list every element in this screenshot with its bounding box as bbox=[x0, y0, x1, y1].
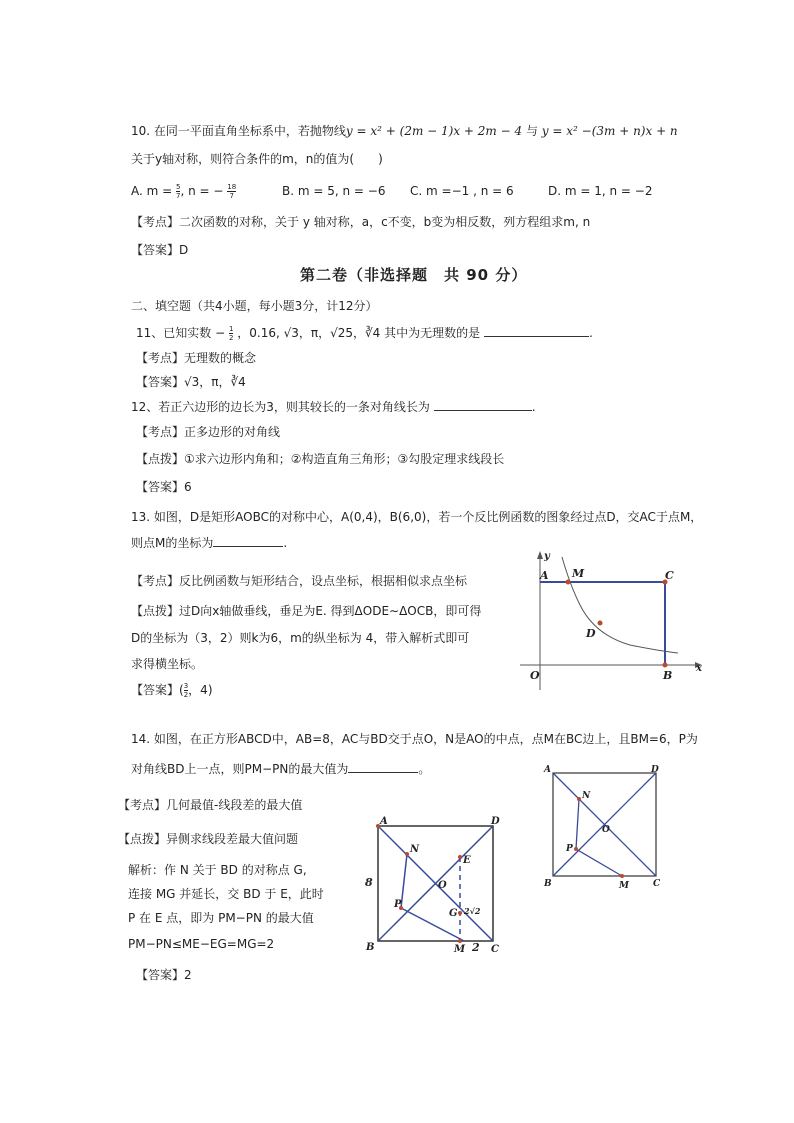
q13-kaodian: 【考点】反比例函数与矩形结合，设点坐标，根据相似求点坐标 bbox=[131, 574, 468, 588]
label-m: M bbox=[572, 567, 585, 580]
q13-figure bbox=[510, 545, 710, 695]
label-length-2root2: 2√2 bbox=[464, 906, 481, 916]
label-c-small: C bbox=[653, 879, 661, 889]
label-o: O bbox=[530, 669, 540, 682]
q13-line2 bbox=[131, 534, 287, 551]
q12-text: 12、若正六边形的边长为3，则其较长的一条对角线长为 bbox=[131, 400, 430, 414]
label-o: O bbox=[438, 880, 447, 891]
label-n: N bbox=[410, 844, 420, 855]
q11-answer: 【答案】√3，π，∛4 bbox=[136, 375, 246, 389]
q13-line2-text: 则点M的坐标为 bbox=[131, 536, 214, 550]
point-n bbox=[405, 852, 409, 856]
label-c: C bbox=[491, 944, 499, 955]
label-o-small: O bbox=[602, 825, 610, 835]
q12-question bbox=[131, 398, 536, 415]
label-b: B bbox=[663, 669, 673, 682]
q14-blank[interactable] bbox=[348, 760, 418, 773]
point-p-small bbox=[574, 847, 578, 851]
label-b: B bbox=[366, 942, 375, 953]
q10-option-c: C. m =−1 , n = 6 bbox=[410, 184, 514, 198]
q10-parabola2: y = x² −(3m + n)x + n bbox=[541, 124, 678, 138]
q10-kaodian: 【考点】二次函数的对称，关于 y 轴对称，a，c不变，b变为相反数，列方程组求m, n bbox=[131, 215, 591, 229]
q14-line2 bbox=[131, 760, 430, 777]
q12-answer: 【答案】6 bbox=[136, 480, 192, 494]
q14-line2-end: 。 bbox=[418, 762, 431, 776]
q10-option-a bbox=[131, 183, 236, 200]
label-a-small: A bbox=[544, 765, 551, 775]
q13-dianbo3: 求得横坐标。 bbox=[131, 657, 204, 671]
path-npm-small bbox=[576, 799, 622, 876]
point-m bbox=[458, 939, 462, 943]
q11-rest: ，0.16, √3，π，√25，∛4 其中为无理数的是 bbox=[237, 326, 481, 340]
point-m-small bbox=[620, 874, 624, 878]
q12-dianbo: 【点拨】①求六边形内角和；②构造直角三角形；③勾股定理求线段长 bbox=[136, 452, 505, 466]
point-e bbox=[458, 855, 462, 859]
q13-answer: 【答案】( $\frac{3}{2}$ ，4) bbox=[131, 682, 213, 699]
path-npm bbox=[401, 854, 464, 941]
q10-option-b: B. m = 5, n = −6 bbox=[282, 184, 386, 198]
q10-answer: 【答案】D bbox=[131, 243, 189, 257]
label-length-2: 2 bbox=[472, 941, 480, 954]
q14-jiexi1: 解析：作 N 关于 BD 的对称点 G, bbox=[128, 863, 307, 877]
q14-kaodian: 【考点】几何最值-线段差的最大值 bbox=[118, 798, 303, 812]
label-p: P bbox=[394, 899, 402, 910]
label-n-small: N bbox=[582, 791, 591, 801]
point-b bbox=[663, 663, 668, 668]
label-m: M bbox=[454, 944, 466, 955]
point-d bbox=[598, 621, 603, 626]
q11-question bbox=[136, 324, 593, 342]
q12-kaodian: 【考点】正多边形的对角线 bbox=[136, 425, 281, 439]
q13-dianbo2: D的坐标为（3，2）则k为6，m的纵坐标为 4，带入解析式即可 bbox=[131, 631, 470, 645]
y-axis-arrow-icon bbox=[537, 551, 543, 559]
q11-frac bbox=[229, 325, 233, 342]
q12-blank[interactable] bbox=[434, 398, 532, 411]
q14-figure-small bbox=[540, 762, 670, 892]
q14-jiexi2: 连接 MG 并延长，交 BD 于 E，此时 bbox=[128, 887, 324, 901]
q14-line2-text: 对角线BD上一点，则PM−PN的最大值为 bbox=[131, 762, 349, 776]
q14-line1: 14. 如图，在正方形ABCD中，AB=8，AC与BD交于点O，N是AO的中点，点M在BC边上，且BM=6，P为 bbox=[131, 732, 698, 746]
point-m bbox=[566, 580, 571, 585]
label-x: x bbox=[696, 663, 702, 674]
q10-parabola1: y = x² + (2m − 1)x + 2m − 4 bbox=[345, 124, 523, 138]
q10-opt-a-mid: , n = − bbox=[180, 184, 224, 198]
q13-dianbo1: 【点拨】过D向x轴做垂线，垂足为E. 得到ΔODE∼ΔOCB，即可得 bbox=[131, 604, 482, 618]
label-g: G bbox=[449, 908, 458, 919]
part2-title: 第二卷（非选择题 共 90 分） bbox=[300, 266, 528, 284]
label-a: A bbox=[540, 569, 549, 582]
q13-answer-prefix: 【答案】 bbox=[131, 683, 180, 697]
q11-prefix: 11、已知实数 − bbox=[136, 326, 226, 340]
label-e: E bbox=[463, 855, 471, 866]
q14-jiexi4: PM−PN≤ME−EG=MG=2 bbox=[128, 937, 275, 951]
label-d: D bbox=[586, 627, 596, 640]
q14-dianbo: 【点拨】异侧求线段差最大值问题 bbox=[118, 832, 299, 846]
q10-opt-a-n-frac bbox=[227, 183, 236, 200]
q14-jiexi3: P 在 E 点，即为 PM−PN 的最大值 bbox=[128, 911, 314, 925]
label-m-small: M bbox=[619, 881, 629, 891]
frac-den: 2 bbox=[183, 691, 189, 699]
label-y: y bbox=[544, 551, 550, 562]
q10-mid: 与 bbox=[525, 124, 538, 138]
label-b-small: B bbox=[544, 879, 552, 889]
q14-answer: 【答案】2 bbox=[136, 968, 192, 982]
q13-line2-end: . bbox=[283, 536, 288, 550]
frac-num: 5 bbox=[176, 183, 181, 191]
q11-blank[interactable] bbox=[484, 324, 589, 337]
frac-den: 7 bbox=[229, 192, 234, 200]
q11-end: . bbox=[588, 326, 593, 340]
point-g bbox=[458, 911, 462, 915]
label-p-small: P bbox=[566, 844, 573, 854]
frac-num: 3 bbox=[183, 682, 189, 690]
section-heading: 二、填空题（共4小题，每小题3分，计12分） bbox=[131, 299, 378, 313]
label-c: C bbox=[665, 569, 674, 582]
frac-num: 1 bbox=[228, 325, 234, 333]
label-a: A bbox=[380, 816, 388, 827]
q13-line1: 13. 如图，D是矩形AOBC的对称中心，A(0,4)，B(6,0)，若一个反比例函数的图象经过点D，交AC于点M， bbox=[131, 510, 703, 524]
point-n-small bbox=[577, 797, 581, 801]
label-d: D bbox=[491, 816, 500, 827]
frac-num: 18 bbox=[227, 183, 237, 191]
q10-option-d: D. m = 1, n = −2 bbox=[548, 184, 653, 198]
q13-answer-rest: ，4 bbox=[188, 683, 208, 697]
q10-opt-a-prefix: A. m = bbox=[131, 184, 173, 198]
q10-line1 bbox=[131, 123, 678, 139]
q10-prefix: 10. 在同一平面直角坐标系中，若抛物线 bbox=[131, 124, 346, 138]
q12-end: . bbox=[531, 400, 536, 414]
q10-line2: 关于y轴对称，则符合条件的m，n的值为( ) bbox=[131, 152, 383, 166]
q11-kaodian: 【考点】无理数的概念 bbox=[136, 351, 257, 365]
label-d-small: D bbox=[651, 765, 659, 775]
q14-figure-main bbox=[360, 812, 510, 957]
q13-blank[interactable] bbox=[213, 534, 283, 547]
label-side-8: 8 bbox=[365, 876, 373, 889]
frac-den: 2 bbox=[228, 334, 234, 342]
frac-den: 7 bbox=[176, 192, 181, 200]
